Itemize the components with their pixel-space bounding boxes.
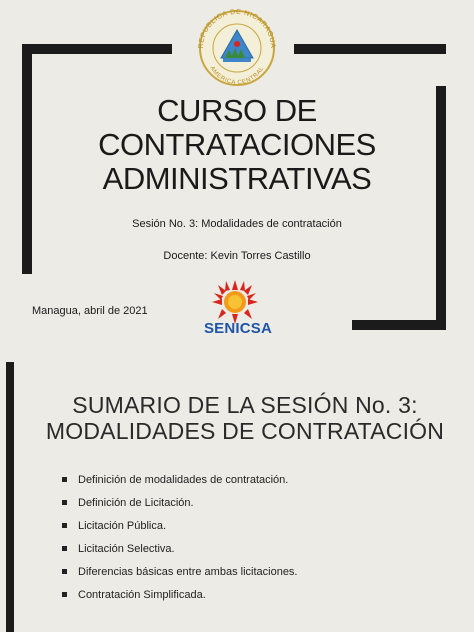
- list-item: [62, 587, 298, 610]
- course-title-line-1: CURSO DE: [157, 93, 317, 128]
- list-item: [62, 564, 298, 587]
- list-item-text: Definición de modalidades de contratación.: [78, 474, 289, 486]
- square-bullet-icon: [62, 477, 67, 482]
- nicaragua-seal-icon: [189, 4, 285, 86]
- list-item: [62, 472, 298, 495]
- square-bullet-icon: [62, 569, 67, 574]
- list-item: [62, 518, 298, 541]
- list-item-text: Contratación Simplificada.: [78, 589, 206, 601]
- summary-title: [40, 392, 450, 444]
- list-item-text: Diferencias básicas entre ambas licitaciones.: [78, 566, 298, 578]
- place-date: Managua, abril de 2021: [32, 305, 148, 317]
- course-title: [60, 94, 414, 196]
- summary-title-line-2: MODALIDADES DE CONTRATACIÓN: [45, 418, 445, 444]
- summary-list: [62, 472, 298, 610]
- list-item-text: Licitación Selectiva.: [78, 543, 175, 555]
- list-item: [62, 541, 298, 564]
- square-bullet-icon: [62, 523, 67, 528]
- square-bullet-icon: [62, 546, 67, 551]
- list-item-text: Definición de Licitación.: [78, 497, 194, 509]
- senicsa-sun-logo-icon: [212, 280, 258, 324]
- senicsa-logo-text: SENICSA: [203, 320, 273, 337]
- frame-bracket-bottom-right-vertical: [436, 86, 446, 328]
- list-item: [62, 495, 298, 518]
- course-title-line-3: ADMINISTRATIVAS: [102, 161, 372, 196]
- frame-bracket-top-left-horizontal: [22, 44, 172, 54]
- list-item-text: Licitación Pública.: [78, 520, 167, 532]
- summary-title-line-1: SUMARIO DE LA SESIÓN No. 3:: [72, 392, 418, 418]
- summary-left-bar: [6, 362, 14, 632]
- frame-bracket-bottom-right-horizontal: [352, 320, 446, 330]
- frame-bracket-top-left-vertical: [22, 44, 32, 274]
- square-bullet-icon: [62, 500, 67, 505]
- summary-slide: [0, 362, 474, 632]
- instructor-name: Docente: Kevin Torres Castillo: [163, 250, 311, 262]
- session-subtitle: Sesión No. 3: Modalidades de contratación: [132, 218, 342, 230]
- frame-bracket-top-right-horizontal: [294, 44, 446, 54]
- course-title-line-2: CONTRATACIONES: [98, 127, 376, 162]
- seal-text-bottom: AMERICA CENTRAL: [208, 65, 266, 86]
- square-bullet-icon: [62, 592, 67, 597]
- seal-text-top: REPUBLICA DE NICARAGUA: [197, 8, 277, 49]
